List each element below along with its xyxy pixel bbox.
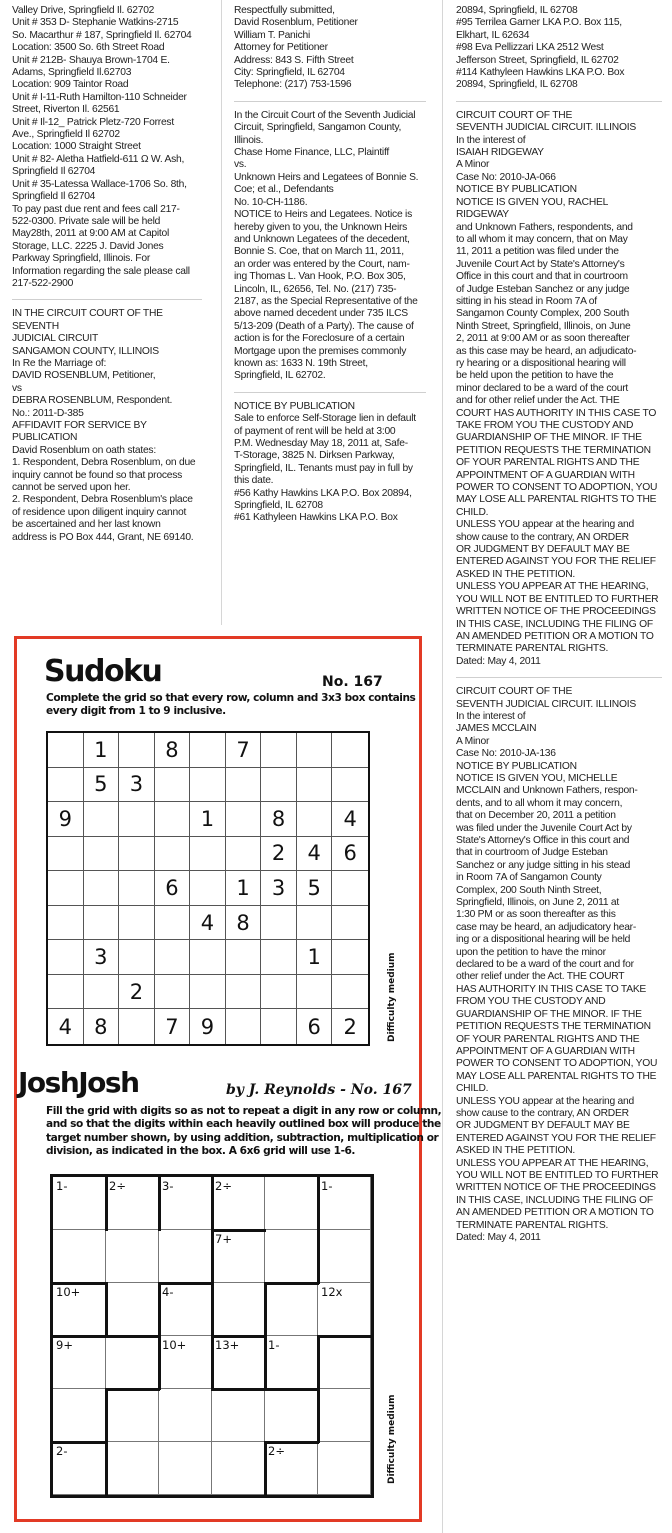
sudoku-cell[interactable] <box>155 975 191 1010</box>
sudoku-instructions: Complete the grid so that every row, column and 3x3 box contains every digit from 1 to 9 inclusive. <box>46 692 416 718</box>
sudoku-cell[interactable] <box>332 975 368 1010</box>
joshjosh-cell[interactable] <box>159 1230 212 1283</box>
sudoku-number: No. 167 <box>322 674 383 690</box>
cage-border <box>158 1282 213 1285</box>
divider <box>234 392 426 393</box>
joshjosh-cell[interactable] <box>159 1442 212 1495</box>
sudoku-cell[interactable] <box>297 768 333 803</box>
sudoku-cell[interactable] <box>190 940 226 975</box>
cage-border <box>52 1282 107 1285</box>
joshjosh-cell[interactable] <box>265 1177 318 1230</box>
sudoku-cell[interactable] <box>155 906 191 941</box>
sudoku-cell[interactable]: 6 <box>332 837 368 872</box>
joshjosh-cell[interactable]: 3- <box>159 1177 212 1230</box>
divider <box>456 677 662 678</box>
joshjosh-grid[interactable] <box>50 1174 374 1498</box>
joshjosh-cell[interactable]: 4- <box>159 1283 212 1336</box>
joshjosh-cell[interactable]: 10+ <box>159 1336 212 1389</box>
rosenblum-signature-block: Respectfully submitted, David Rosenblum, Petitioner William T. Panichi Attorney for Petitioner Address: 843 S. Fifth Street City: Springfield, IL 62704 Telephone: (217) 753-1596 <box>234 5 358 91</box>
cage-border <box>52 1335 160 1338</box>
sudoku-cell[interactable] <box>155 940 191 975</box>
sudoku-cell[interactable] <box>119 1009 155 1044</box>
sudoku-cell[interactable] <box>155 802 191 837</box>
sudoku-cell[interactable] <box>332 940 368 975</box>
sudoku-cell[interactable] <box>332 733 368 768</box>
sudoku-cell[interactable] <box>190 768 226 803</box>
joshjosh-cell[interactable]: 7+ <box>212 1230 265 1283</box>
joshjosh-cell[interactable] <box>318 1389 371 1442</box>
joshjosh-cell[interactable] <box>265 1389 318 1442</box>
joshjosh-cell[interactable] <box>53 1389 106 1442</box>
cage-border <box>264 1441 319 1444</box>
sudoku-cell[interactable] <box>119 802 155 837</box>
sudoku-cell[interactable] <box>48 940 84 975</box>
sudoku-cell[interactable]: 5 <box>297 871 333 906</box>
joshjosh-cell[interactable]: 12x <box>318 1283 371 1336</box>
sudoku-cell[interactable] <box>119 940 155 975</box>
sudoku-cell[interactable] <box>261 975 297 1010</box>
joshjosh-cell[interactable]: 1- <box>265 1336 318 1389</box>
mcclain-juvenile-notice: CIRCUIT COURT OF THE SEVENTH JUDICIAL CIRCUIT. ILLINOIS In the interest of JAMES MCCLAIN A Minor Case No: 2010-JA-136 NOTICE BY PUBLICATION NOTICE IS GIVEN YOU, MICHELLE MCCLAIN and Unknown Fathers, respon- dents, and to all whom it may concern, that on December 20, 2011 a petition was filed under the Juvenile Court Act by State's Attorney's Office in this court and that in courtroom of Judge Esteban Sanchez or any judge sitting in his stead in Room 7A of Sangamon County Complex, 200 South Ninth Street, Springfield, Illinois, on June 2, 2011 at 1:30 PM or as soon thereafter as this case may be heard, an adjudicatory hear- ing or a dispositional hearing will be held upon the petition to have the minor declared to be a ward of the court and for other relief under the Act. THE COURT HAS AUTHORITY IN THIS CASE TO TAKE FROM YOU THE CUSTODY AND GUARDIANSHIP OF THE MINOR. IF THE PETITION REQUESTS THE TERMINATION OF YOUR PARENTAL RIGHTS AND THE APPOINTMENT OF A GUARDIAN WITH POWER TO CONSENT TO ADOPTION, YOU MAY LOSE ALL PARENTAL RIGHTS TO THE CHILD. UNLESS YOU appear at the hearing and show cause to the contrary, AN ORDER OR JUDGMENT BY DEFAULT MAY BE ENTERED AGAINST YOU FOR THE RELIEF ASKED IN THE PETITION. UNLESS YOU APPEAR AT THE HEARING, YOU WILL NOT BE ENTITLED TO FURTHER WRITTEN NOTICE OF THE PROCEEDINGS IN THIS CASE, INCLUDING THE FILING OF AN AMENDED PETITION OR A MOTION TO TERMINATE PARENTAL RIGHTS. Dated: May 4, 2011 <box>456 686 659 1243</box>
sudoku-cell[interactable]: 9 <box>190 1009 226 1044</box>
sudoku-cell[interactable] <box>119 733 155 768</box>
joshjosh-cell[interactable]: 2÷ <box>212 1177 265 1230</box>
cage-border <box>317 1335 372 1338</box>
sudoku-cell[interactable]: 2 <box>119 975 155 1010</box>
sudoku-cell[interactable]: 9 <box>48 802 84 837</box>
joshjosh-cell[interactable] <box>106 1442 159 1495</box>
sudoku-cell[interactable] <box>84 906 120 941</box>
sudoku-cell[interactable]: 1 <box>190 802 226 837</box>
storage-lien-notice-cont: 20894, Springfield, IL 62708 #95 Terrilea Garner LKA P.O. Box 115, Elkhart, IL 62634 #98 Eva Pellizzari LKA 2512 West Jefferson Street, Springfield, IL 62702 #114 Kathyleen Hawkins LKA P.O. Box 20894, Springfield, IL 62708 <box>456 5 625 91</box>
sudoku-difficulty: Difficulty medium <box>387 952 397 1042</box>
cage-border <box>211 1335 266 1338</box>
sudoku-cell[interactable]: 3 <box>261 871 297 906</box>
rosenblum-affidavit-notice: IN THE CIRCUIT COURT OF THE SEVENTH JUDICIAL CIRCUIT SANGAMON COUNTY, ILLINOIS In Re the Marriage of: DAVID ROSENBLUM, Petitioner, vs DEBRA ROSENBLUM, Respondent. No.: 2011-D-385 AFFIDAVIT FOR SERVICE BY PUBLICATION David Rosenblum on oath states: 1. Respondent, Debra Rosenblum, on due inquiry cannot be found so that process cannot be served upon her. 2. Respondent, Debra Rosenblum's place of residence upon diligent inquiry cannot be ascertained and her last known address is PO Box 444, Grant, NE 69140. <box>12 308 196 543</box>
joshjosh-byline: by J. Reynolds - No. 167 <box>226 1082 412 1098</box>
joshjosh-cell[interactable]: 1- <box>318 1177 371 1230</box>
joshjosh-cell[interactable] <box>106 1389 159 1442</box>
sudoku-cell[interactable]: 8 <box>261 802 297 837</box>
sudoku-cell[interactable] <box>84 837 120 872</box>
sudoku-cell[interactable] <box>332 871 368 906</box>
storage-sale-notice-cont: Valley Drive, Springfield Il. 62702 Unit # 353 D- Stephanie Watkins-2715 So. Macarthur # 187, Springfield Il. 62704 Location: 3500 So. 6th Street Road Unit # 212B- Shauya Brown-1704 E. Adams, Springfield Il.62703 Location: 909 Taintor Road Unit # I-11-Ruth Hamilton-110 Schneider Street, Riverton Il. 62561 Unit # Il-12_ Patrick Pletz-720 Forrest Ave., Springfield Il 62702 Location: 1000 Straight Street Unit # 82- Aletha Hatfield-611 Ω W. Ash, Springfield Il 62704 Unit # 35-Latessa Wallace-1706 So. 8th, Springfield Il 62704 To pay past due rent and fees call 217- 522-0300. Private sale will be held May28th, 2011 at 9:00 AM at Capitol Storage, LLC. 2225 J. David Jones Parkway Springfield, Illinois. For Information regarding the sale please call 217-522-2900 <box>12 5 192 289</box>
sudoku-cell[interactable]: 8 <box>84 1009 120 1044</box>
sudoku-cell[interactable] <box>119 906 155 941</box>
sudoku-cell[interactable] <box>297 975 333 1010</box>
joshjosh-cell[interactable]: 2÷ <box>106 1177 159 1230</box>
joshjosh-difficulty: Difficulty medium <box>387 1394 397 1484</box>
sudoku-cell[interactable]: 6 <box>297 1009 333 1044</box>
cage-border <box>105 1388 160 1391</box>
sudoku-cell[interactable] <box>332 768 368 803</box>
cage-border <box>105 1176 108 1231</box>
sudoku-cell[interactable] <box>226 975 262 1010</box>
sudoku-cell[interactable] <box>119 871 155 906</box>
sudoku-cell[interactable]: 6 <box>155 871 191 906</box>
sudoku-cell[interactable] <box>48 871 84 906</box>
sudoku-cell[interactable] <box>297 906 333 941</box>
joshjosh-cell[interactable]: 9+ <box>53 1336 106 1389</box>
sudoku-cell[interactable]: 5 <box>84 768 120 803</box>
sudoku-cell[interactable]: 4 <box>332 802 368 837</box>
sudoku-cell[interactable]: 3 <box>119 768 155 803</box>
cage-border <box>211 1335 214 1390</box>
sudoku-grid[interactable] <box>46 731 370 1046</box>
sudoku-cell[interactable] <box>48 975 84 1010</box>
joshjosh-cell[interactable]: 2÷ <box>265 1442 318 1495</box>
sudoku-cell[interactable] <box>190 975 226 1010</box>
sudoku-cell[interactable] <box>297 733 333 768</box>
joshjosh-cell[interactable] <box>318 1230 371 1283</box>
joshjosh-cell[interactable] <box>212 1442 265 1495</box>
self-storage-lien-notice: NOTICE BY PUBLICATION Sale to enforce Self-Storage lien in default of payment of rent will be held at 3:00 P.M. Wednesday May 18, 2011 at, Safe- T-Storage, 3825 N. Dirksen Parkway, Springfield, IL. Tenants must pay in full by this date. #56 Kathy Hawkins LKA P.O. Box 20894, Springfield, IL 62708 #61 Kathyleen Hawkins LKA P.O. Box <box>234 400 416 524</box>
sudoku-cell[interactable]: 3 <box>84 940 120 975</box>
joshjosh-cell[interactable] <box>265 1283 318 1336</box>
cage-border <box>158 1176 161 1231</box>
cage-border <box>52 1441 107 1444</box>
joshjosh-cell[interactable] <box>265 1230 318 1283</box>
sudoku-title: Sudoku <box>44 654 162 689</box>
sudoku-cell[interactable] <box>261 733 297 768</box>
sudoku-cell[interactable] <box>190 871 226 906</box>
sudoku-cell[interactable] <box>155 837 191 872</box>
sudoku-cell[interactable] <box>84 975 120 1010</box>
sudoku-cell[interactable] <box>261 940 297 975</box>
sudoku-cell[interactable] <box>48 733 84 768</box>
cage-border <box>211 1388 319 1391</box>
cage-border <box>211 1176 214 1337</box>
column-divider <box>442 0 443 1533</box>
sudoku-cell[interactable]: 4 <box>190 906 226 941</box>
sudoku-cell[interactable] <box>261 1009 297 1044</box>
joshjosh-cell[interactable]: 10+ <box>53 1283 106 1336</box>
sudoku-cell[interactable] <box>261 768 297 803</box>
sudoku-cell[interactable]: 1 <box>84 733 120 768</box>
chase-heirs-notice: In the Circuit Court of the Seventh Judicial Circuit, Springfield, Sangamon County, Illinois. Chase Home Finance, LLC, Plaintiff vs. Unknown Heirs and Legatees of Bonnie S. Coe; et al., Defendants No. 10-CH-1186. NOTICE to Heirs and Legatees. Notice is hereby given to you, the Unknown Heirs and Unknown Legatees of the decedent, Bonnie S. Coe, that on March 11, 2011, an order was entered by the Court, nam- ing Thomas L. Van Hook, P.O. Box 305, Lincoln, IL, 62656, Tel. No. (217) 735- 2187, as the Special Representative of the above named decedent under 735 ILCS 5/13-209 (Death of a Party). The cause of action is for the Foreclosure of a certain Mortgage upon the premises commonly known as: 1633 N. 19th Street, Springfield, IL 62702. <box>234 109 419 382</box>
cage-border <box>264 1282 319 1285</box>
ridgeway-juvenile-notice: CIRCUIT COURT OF THE SEVENTH JUDICIAL CIRCUIT. ILLINOIS In the interest of ISAIAH RIDGEWAY A Minor Case No: 2010-JA-066 NOTICE BY PUBLICATION NOTICE IS GIVEN YOU, RACHEL RIDGEWAY and Unknown Fathers, respondents, and to all whom it may concern, that on May 11, 2011 a petition was filed under the Juvenile Court Act by State's Attorney's Office in this court and that in courtroom of Judge Esteban Sanchez or any judge sitting in his stead in Room 7A of Sangamon County Complex, 200 South Ninth Street, Springfield, Illinois, on June 2, 2011 at 9:00 AM or as soon thereafter as this case may be heard, an adjudicato- ry hearing or a dispositional hearing will be held upon the petition to have the minor declared to be a ward of the court and for other relief under the Act. THE COURT HAS AUTHORITY IN THIS CASE TO TAKE FROM YOU THE CUSTODY AND GUARDIANSHIP OF THE MINOR. IF THE PETITION REQUESTS THE TERMINATION OF YOUR PARENTAL RIGHTS AND THE APPOINTMENT OF A GUARDIAN WITH POWER TO CONSENT TO ADOPTION, YOU MAY LOSE ALL PARENTAL RIGHTS TO THE CHILD. UNLESS YOU appear at the hearing and show cause to the contrary, AN ORDER OR JUDGMENT BY DEFAULT MAY BE ENTERED AGAINST YOU FOR THE RELIEF ASKED IN THE PETITION. UNLESS YOU APPEAR AT THE HEARING, YOU WILL NOT BE ENTITLED TO FURTHER WRITTEN NOTICE OF THE PROCEEDINGS IN THIS CASE, INCLUDING THE FILING OF AN AMENDED PETITION OR A MOTION TO TERMINATE PARENTAL RIGHTS. Dated: May 4, 2011 <box>456 109 659 667</box>
joshjosh-cell[interactable]: 2- <box>53 1442 106 1495</box>
cage-border <box>317 1176 320 1284</box>
sudoku-cell[interactable]: 2 <box>261 837 297 872</box>
joshjosh-cell[interactable] <box>318 1336 371 1389</box>
sudoku-cell[interactable] <box>84 871 120 906</box>
sudoku-cell[interactable]: 7 <box>226 733 262 768</box>
joshjosh-cell[interactable] <box>159 1389 212 1442</box>
sudoku-cell[interactable] <box>261 906 297 941</box>
joshjosh-cell[interactable] <box>106 1283 159 1336</box>
sudoku-cell[interactable] <box>190 837 226 872</box>
sudoku-cell[interactable] <box>48 768 84 803</box>
sudoku-cell[interactable] <box>48 906 84 941</box>
column-1 <box>12 5 202 544</box>
joshjosh-cell[interactable] <box>212 1283 265 1336</box>
joshjosh-cell[interactable]: 1- <box>53 1177 106 1230</box>
sudoku-cell[interactable]: 4 <box>48 1009 84 1044</box>
column-2 <box>234 5 426 525</box>
cage-border <box>264 1441 267 1496</box>
sudoku-cell[interactable] <box>226 837 262 872</box>
sudoku-cell[interactable] <box>226 1009 262 1044</box>
sudoku-cell[interactable]: 8 <box>226 906 262 941</box>
joshjosh-cell[interactable] <box>106 1336 159 1389</box>
sudoku-cell[interactable] <box>226 768 262 803</box>
sudoku-cell[interactable] <box>155 768 191 803</box>
sudoku-cell[interactable] <box>190 733 226 768</box>
divider <box>12 299 202 300</box>
joshjosh-cell[interactable] <box>106 1230 159 1283</box>
sudoku-cell[interactable] <box>226 802 262 837</box>
sudoku-cell[interactable]: 4 <box>297 837 333 872</box>
divider <box>234 101 426 102</box>
joshjosh-cell[interactable] <box>53 1230 106 1283</box>
joshjosh-cell[interactable] <box>318 1442 371 1495</box>
sudoku-cell[interactable]: 1 <box>226 871 262 906</box>
sudoku-cell[interactable]: 8 <box>155 733 191 768</box>
column-3 <box>456 5 662 1244</box>
sudoku-cell[interactable] <box>84 802 120 837</box>
column-divider <box>221 0 222 625</box>
divider <box>456 101 662 102</box>
sudoku-cell[interactable] <box>226 940 262 975</box>
sudoku-cell[interactable] <box>48 837 84 872</box>
joshjosh-instructions: Fill the grid with digits so as not to repeat a digit in any row or column, and so that the digits within each heavily outlined box will produce the target number shown, by using addition, subtraction, multiplication or division, as indicated in the box. A 6x6 grid will use 1-6. <box>46 1105 442 1158</box>
cage-border <box>211 1229 266 1232</box>
sudoku-cell[interactable]: 7 <box>155 1009 191 1044</box>
sudoku-cell[interactable] <box>332 906 368 941</box>
sudoku-cell[interactable] <box>119 837 155 872</box>
sudoku-cell[interactable] <box>297 802 333 837</box>
joshjosh-cell[interactable] <box>212 1389 265 1442</box>
joshjosh-cell[interactable]: 13+ <box>212 1336 265 1389</box>
sudoku-cell[interactable]: 2 <box>343 1014 357 1039</box>
sudoku-cell[interactable]: 1 <box>297 940 333 975</box>
cage-border <box>105 1282 108 1337</box>
joshjosh-title: JoshJosh <box>18 1066 139 1099</box>
